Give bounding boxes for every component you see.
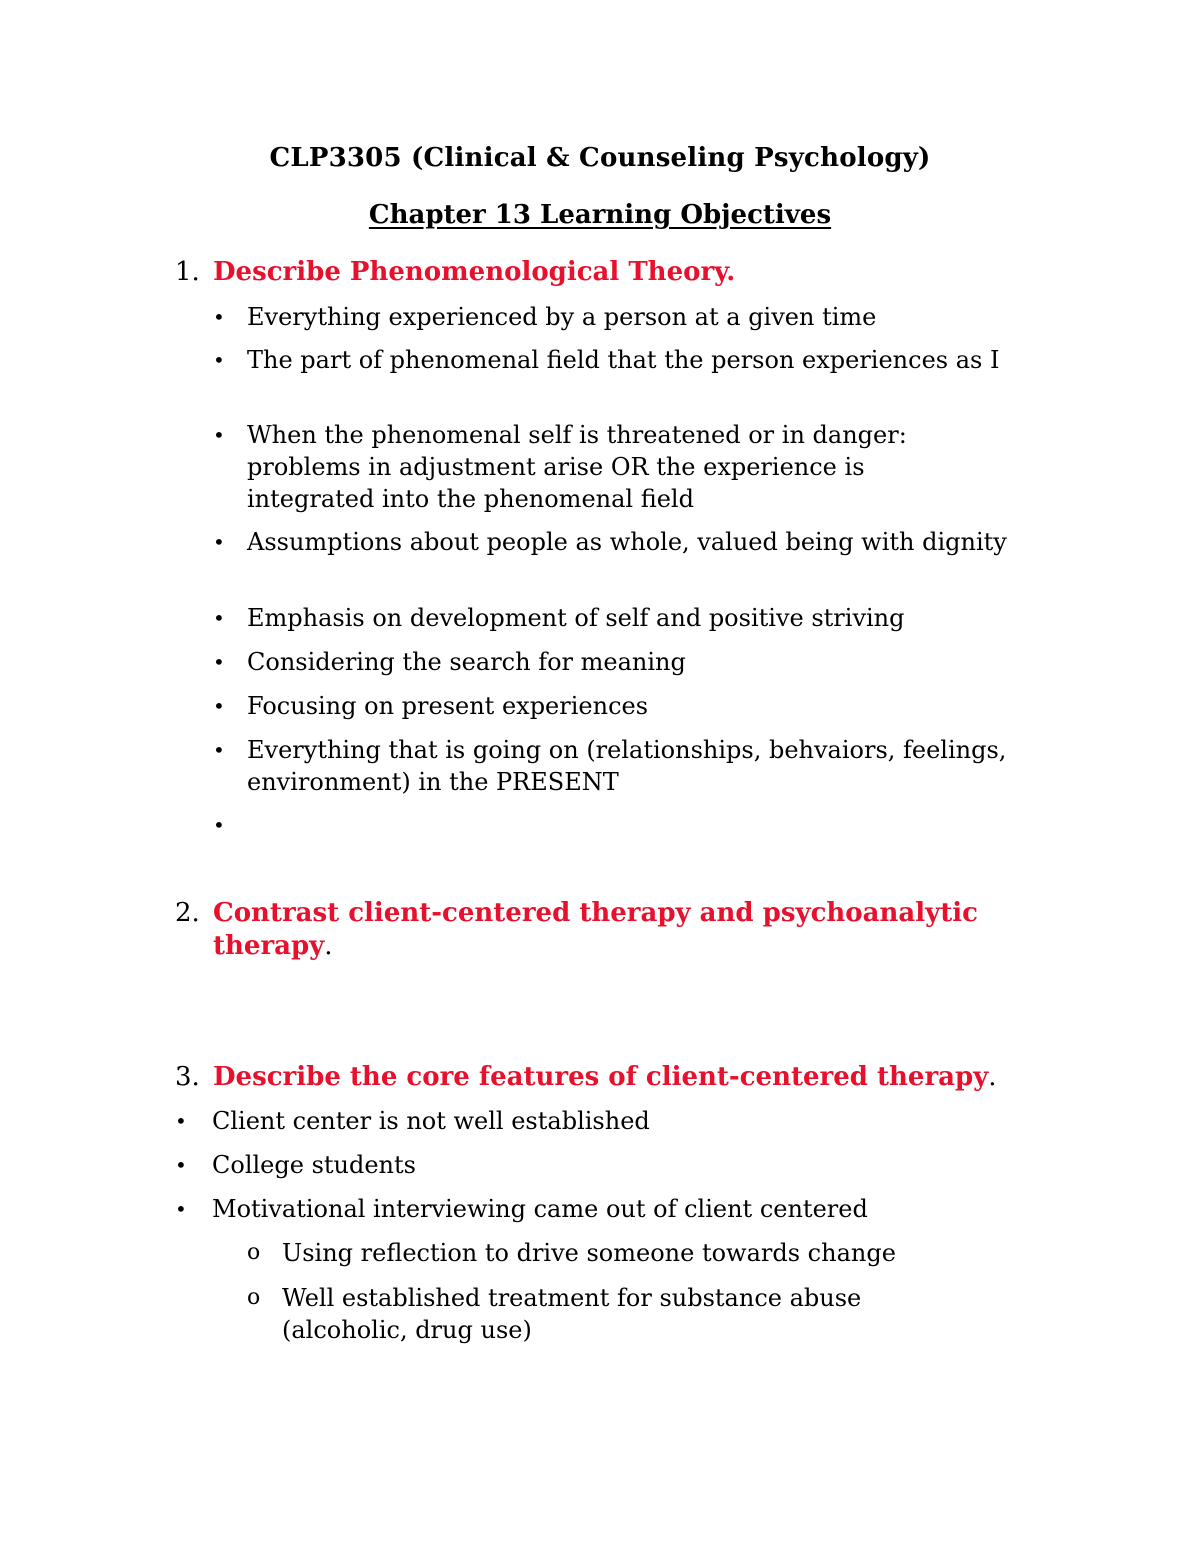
sub-list-item	[247, 1237, 1047, 1269]
list-item	[213, 646, 1073, 678]
objective-heading-period: .	[324, 931, 333, 961]
bullet-icon: •	[175, 1197, 187, 1221]
objective-heading-period: .	[988, 1062, 997, 1092]
bullet-icon: •	[213, 738, 225, 762]
objective-2	[175, 897, 1075, 965]
sub-list-item-text: Using reflection to drive someone towards change	[282, 1239, 896, 1267]
sub-list-item-text: Well established treatment for substance abuse (alcoholic, drug use)	[282, 1284, 862, 1344]
list-item-text: Everything that is going on (relationships, behvaiors, feelings, environment) in the PRESENT	[247, 736, 1007, 796]
sub-list-item	[247, 1282, 1047, 1346]
list-item-text: Client center is not well established	[212, 1107, 650, 1135]
bullet-icon: •	[175, 1153, 187, 1177]
bullet-icon: •	[213, 813, 225, 837]
list-item-text: Motivational interviewing came out of client centered	[212, 1195, 868, 1223]
list-item	[213, 526, 1073, 590]
bullet-icon: •	[213, 530, 225, 554]
list-item	[213, 602, 1073, 634]
list-item-text: Emphasis on development of self and positive striving	[247, 604, 905, 632]
list-item-text: Assumptions about people as whole, valued being with dignity	[247, 528, 1007, 556]
objective-number: 1.	[175, 257, 200, 287]
objective-3	[175, 1061, 1075, 1095]
bullet-icon: •	[213, 650, 225, 674]
list-item	[213, 809, 1073, 841]
bullet-icon: •	[213, 606, 225, 630]
list-item-text: When the phenomenal self is threatened or in danger: problems in adjustment arise OR the experience is integrated into the phenomenal field	[247, 421, 907, 513]
chapter-title: Chapter 13 Learning Objectives	[368, 200, 832, 230]
objective-number: 2.	[175, 898, 200, 928]
circle-bullet-icon: o	[247, 1285, 261, 1310]
objective-heading-text: Contrast client-centered therapy and psychoanalytic therapy	[213, 898, 978, 961]
objective-1	[175, 256, 1075, 290]
bullet-icon: •	[175, 1109, 187, 1133]
circle-bullet-icon: o	[247, 1240, 261, 1265]
objective-heading: Describe Phenomenological Theory.	[213, 257, 736, 287]
list-item	[175, 1193, 1075, 1225]
list-item	[213, 419, 1073, 515]
objective-number: 3.	[175, 1062, 200, 1092]
objective-heading-text: Describe the core features of client-centered therapy	[213, 1062, 989, 1092]
bullet-icon: •	[213, 694, 225, 718]
list-item	[213, 344, 1073, 408]
list-item-text: Everything experienced by a person at a given time	[247, 303, 877, 331]
bullet-icon: •	[213, 348, 225, 372]
list-item-text: Considering the search for meaning	[247, 648, 686, 676]
list-item-text: The part of phenomenal field that the person experiences as I	[247, 346, 1000, 374]
bullet-icon: •	[213, 305, 225, 329]
list-item	[175, 1149, 1075, 1181]
list-item-text: College students	[212, 1151, 416, 1179]
list-item-text: Focusing on present experiences	[247, 692, 649, 720]
objective-heading	[213, 1061, 997, 1094]
list-item	[213, 301, 1073, 333]
list-item	[213, 690, 1073, 722]
objective-heading	[213, 897, 1043, 963]
course-title: CLP3305 (Clinical & Counseling Psychology)	[269, 143, 931, 173]
bullet-icon: •	[213, 423, 225, 447]
list-item	[175, 1105, 1075, 1137]
list-item	[213, 734, 1073, 798]
